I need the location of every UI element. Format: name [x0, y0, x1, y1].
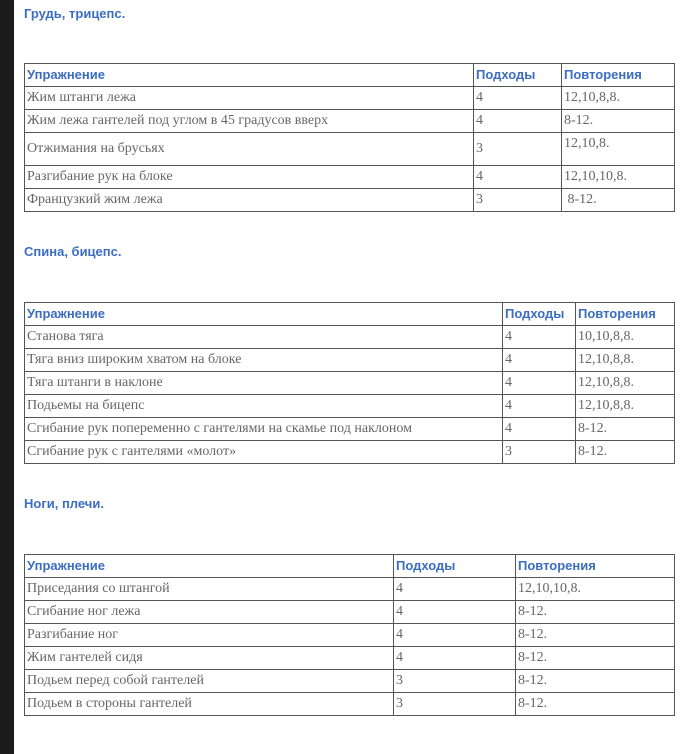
- cell-reps: 8-12.: [516, 624, 675, 647]
- table-chest-triceps: [24, 63, 675, 212]
- cell-sets: 4: [394, 647, 516, 670]
- cell-reps: 8-12.: [516, 601, 675, 624]
- table-row: [25, 372, 675, 395]
- cell-sets: 4: [474, 110, 562, 133]
- cell-reps: 12,10,8,8.: [576, 372, 675, 395]
- table-header-row: [25, 555, 675, 578]
- cell-sets: 4: [503, 395, 576, 418]
- cell-exercise: Подьемы на бицепс: [25, 395, 503, 418]
- cell-exercise: Жим лежа гантелей под углом в 45 градусов вверх: [25, 110, 474, 133]
- cell-exercise: Сгибание рук с гантелями «молот»: [25, 441, 503, 464]
- table-row: [25, 601, 675, 624]
- cell-exercise: Разгибание рук на блоке: [25, 166, 474, 189]
- cell-reps: 12,10,8,8.: [576, 349, 675, 372]
- left-border-bar: [0, 0, 14, 754]
- table-row: [25, 166, 675, 189]
- cell-exercise: Жим штанги лежа: [25, 87, 474, 110]
- cell-exercise: Сгибание ног лежа: [25, 601, 394, 624]
- table-row: [25, 87, 675, 110]
- cell-sets: 3: [474, 189, 562, 212]
- cell-sets: 4: [503, 372, 576, 395]
- table-row: [25, 578, 675, 601]
- table-row: [25, 395, 675, 418]
- cell-reps: 8-12.: [562, 110, 675, 133]
- cell-reps: 8-12.: [516, 693, 675, 716]
- cell-exercise: Разгибание ног: [25, 624, 394, 647]
- table-row: [25, 189, 675, 212]
- cell-sets: 4: [503, 349, 576, 372]
- cell-reps: 8-12.: [576, 418, 675, 441]
- table-row: [25, 693, 675, 716]
- table-row: [25, 326, 675, 349]
- table-header-row: [25, 64, 675, 87]
- cell-exercise: Сгибание рук попеременно с гантелями на скамье под наклоном: [25, 418, 503, 441]
- header-exercise: Упражнение: [25, 303, 503, 326]
- table-legs-shoulders: [24, 554, 675, 716]
- cell-sets: 4: [394, 601, 516, 624]
- table-header-row: [25, 303, 675, 326]
- cell-exercise: Станова тяга: [25, 326, 503, 349]
- header-exercise: Упражнение: [25, 64, 474, 87]
- cell-exercise: Подьем в стороны гантелей: [25, 693, 394, 716]
- header-reps: Повторения: [562, 64, 675, 87]
- cell-exercise: Тяга штанги в наклоне: [25, 372, 503, 395]
- cell-sets: 4: [474, 87, 562, 110]
- cell-reps: 12,10,10,8.: [562, 166, 675, 189]
- cell-reps: 8-12.: [576, 441, 675, 464]
- table-row: [25, 441, 675, 464]
- table-row: [25, 647, 675, 670]
- header-sets: Подходы: [474, 64, 562, 87]
- table-row: [25, 349, 675, 372]
- cell-sets: 3: [394, 670, 516, 693]
- cell-exercise: Тяга вниз широким хватом на блоке: [25, 349, 503, 372]
- cell-sets: 3: [503, 441, 576, 464]
- cell-sets: 3: [474, 133, 562, 166]
- table-row: [25, 670, 675, 693]
- cell-reps: 8-12.: [516, 647, 675, 670]
- section-title-chest-triceps: Грудь, трицепс.: [24, 6, 126, 21]
- table-row: [25, 110, 675, 133]
- cell-exercise: Французкий жим лежа: [25, 189, 474, 212]
- header-exercise: Упражнение: [25, 555, 394, 578]
- cell-reps: 12,10,8,8.: [562, 87, 675, 110]
- cell-sets: 4: [503, 418, 576, 441]
- cell-reps: 8-12.: [562, 189, 675, 212]
- cell-reps: 12,10,10,8.: [516, 578, 675, 601]
- cell-exercise: Жим гантелей сидя: [25, 647, 394, 670]
- table-back-biceps: [24, 302, 675, 464]
- table-row: [25, 624, 675, 647]
- cell-sets: 4: [474, 166, 562, 189]
- cell-sets: 4: [503, 326, 576, 349]
- cell-sets: 4: [394, 578, 516, 601]
- cell-exercise: Приседания со штангой: [25, 578, 394, 601]
- header-reps: Повторения: [576, 303, 675, 326]
- table-row: [25, 133, 675, 166]
- cell-reps: 12,10,8,8.: [576, 395, 675, 418]
- cell-reps: 12,10,8.: [562, 133, 675, 166]
- table-row: [25, 418, 675, 441]
- header-reps: Повторения: [516, 555, 675, 578]
- cell-reps: 8-12.: [516, 670, 675, 693]
- header-sets: Подходы: [503, 303, 576, 326]
- cell-sets: 4: [394, 624, 516, 647]
- cell-exercise: Отжимания на брусьях: [25, 133, 474, 166]
- header-sets: Подходы: [394, 555, 516, 578]
- section-title-back-biceps: Спина, бицепс.: [24, 244, 122, 259]
- section-title-legs-shoulders: Ноги, плечи.: [24, 496, 104, 511]
- cell-reps: 10,10,8,8.: [576, 326, 675, 349]
- cell-exercise: Подьем перед собой гантелей: [25, 670, 394, 693]
- cell-sets: 3: [394, 693, 516, 716]
